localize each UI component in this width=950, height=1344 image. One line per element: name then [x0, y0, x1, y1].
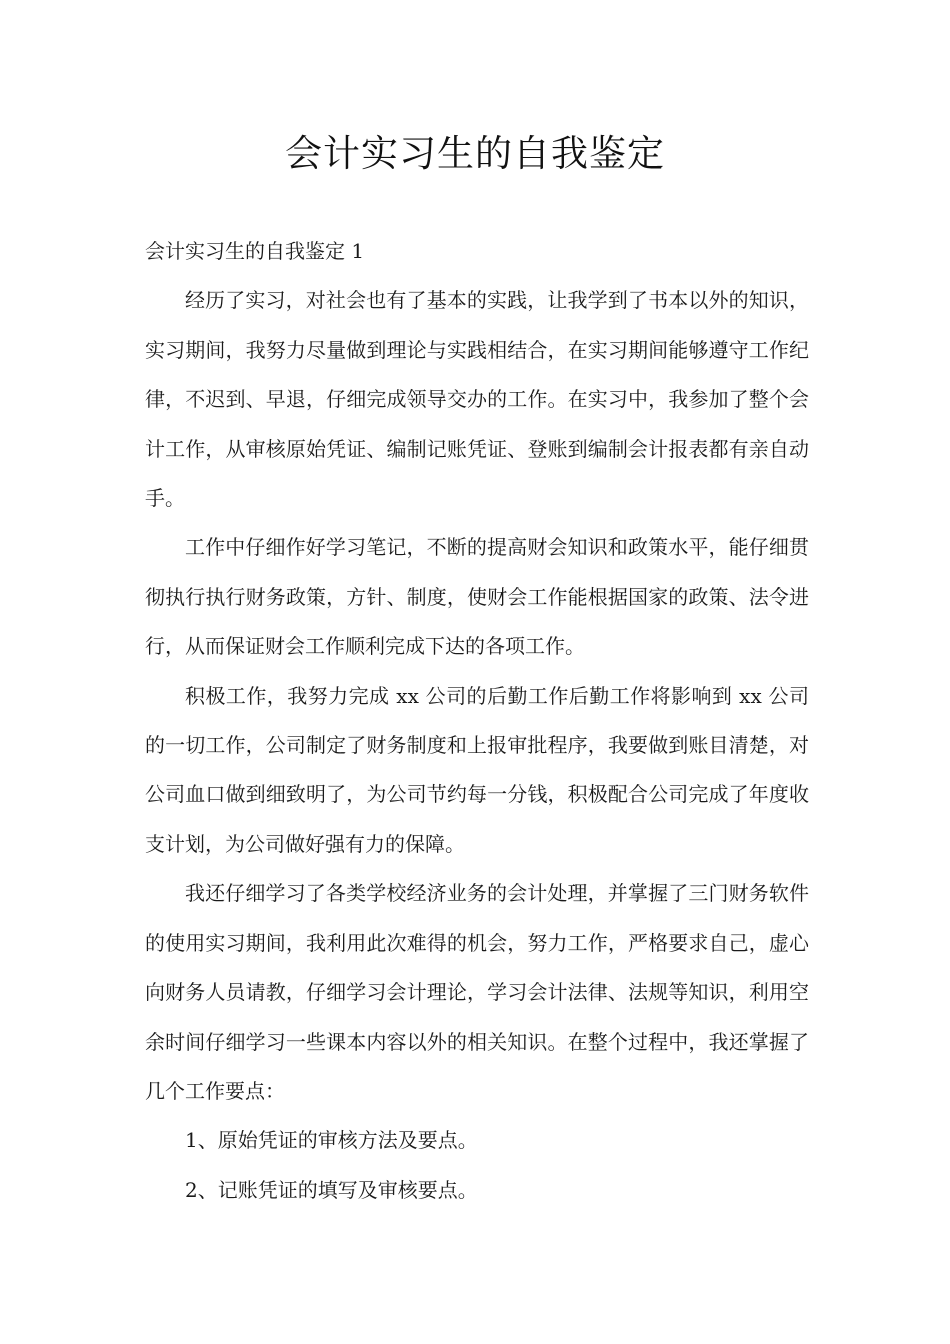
document-body [145, 227, 809, 1215]
list-item: 1、原始凭证的审核方法及要点。 [185, 1128, 478, 1153]
paragraph: 积极工作，我努力完成 xx 公司的后勤工作后勤工作将影响到 xx 公司的一切工作，公司制定了财务制度和上报审批程序，我要做到账目清楚，对公司血口做到细致明了，为公司节约每一分钱，积极配合公司完成了年度收支计划，为公司做好强有力的保障。 [145, 683, 809, 856]
list-item: 2、记账凭证的填写及审核要点。 [185, 1177, 478, 1202]
section-heading: 会计实习生的自我鉴定 1 [145, 239, 365, 263]
document-title: 会计实习生的自我鉴定 [285, 132, 665, 175]
paragraph: 工作中仔细作好学习笔记，不断的提高财会知识和政策水平，能仔细贯彻执行执行财务政策，方针、制度，使财会工作能根据国家的政策、法令进行，从而保证财会工作顺利完成下达的各项工作。 [145, 535, 809, 659]
paragraph: 我还仔细学习了各类学校经济业务的会计处理，并掌握了三门财务软件的使用实习期间，我利用此次难得的机会，努力工作，严格要求自己，虚心向财务人员请教，仔细学习会计理论，学习会计法律、法规等知识，利用空余时间仔细学习一些课本内容以外的相关知识。在整个过程中，我还掌握了几个工作要点： [145, 881, 809, 1103]
paragraph: 经历了实习，对社会也有了基本的实践，让我学到了书本以外的知识，实习期间，我努力尽量做到理论与实践相结合，在实习期间能够遵守工作纪律，不迟到、早退，仔细完成领导交办的工作。在实习中，我参加了整个会计工作，从审核原始凭证、编制记账凭证、登账到编制会计报表都有亲自动手。 [145, 288, 809, 511]
